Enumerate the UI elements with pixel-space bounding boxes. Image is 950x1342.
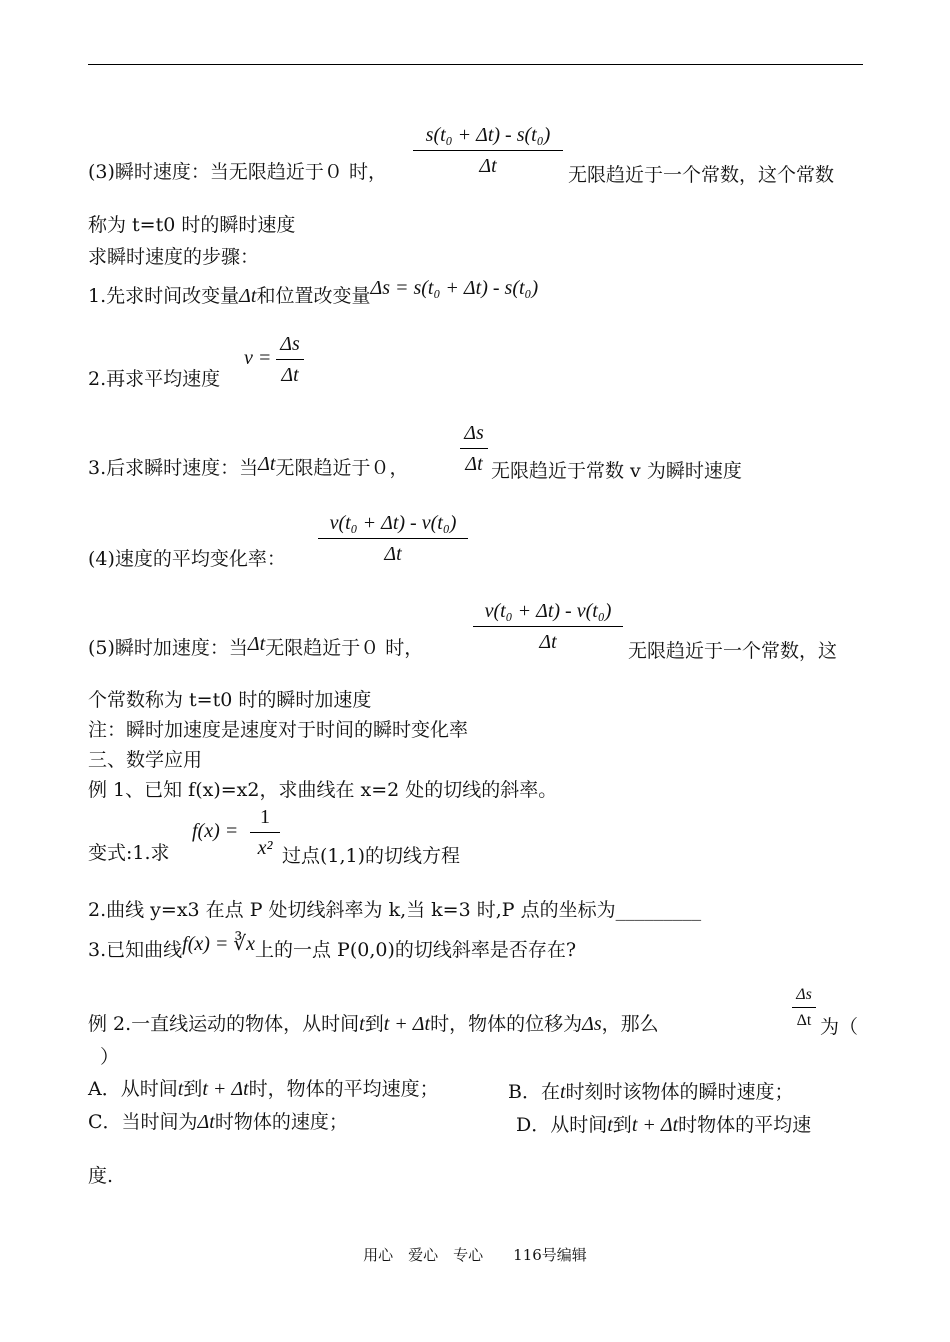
option-d xyxy=(516,1110,811,1137)
option-d-text: D．从时间 xyxy=(516,1114,608,1136)
variant-3-text: 3.已知曲线 xyxy=(88,939,183,961)
math-delta-t: Δt xyxy=(239,285,257,307)
option-d-end: 时物体的平均速 xyxy=(678,1114,812,1136)
math-v-eq: v = xyxy=(244,347,272,369)
step-3-mid: 无限趋近于０， xyxy=(275,457,409,479)
option-b-end: 时刻时该物体的瞬时速度； xyxy=(565,1081,794,1103)
math-t: t xyxy=(177,1078,184,1100)
fraction-v xyxy=(276,333,304,387)
fraction-ds-dt-small xyxy=(792,986,816,1030)
example-2-text: 例 2.一直线运动的物体，从时间 xyxy=(88,1013,360,1035)
example-2-tail: 为（ xyxy=(820,1016,859,1038)
step-3-text: 3.后求瞬时速度：当 xyxy=(88,457,259,479)
fraction-v-avg xyxy=(318,512,468,566)
variant-1: 变式:1.求 xyxy=(88,842,170,864)
fraction-denominator: Δt xyxy=(796,1012,812,1029)
math-cbrt: f(x) = ∛x xyxy=(182,933,256,955)
fraction-one-over-x2 xyxy=(250,806,280,860)
fraction-denominator: x² xyxy=(257,837,273,859)
line-3 xyxy=(88,160,387,184)
line-3-post: 无限趋近于一个常数，这个常数 xyxy=(568,164,835,186)
fraction-denominator: Δt xyxy=(479,155,497,177)
line-3-cont: 称为 t=t0 时的瞬时速度 xyxy=(88,214,296,236)
variant-1-post: 过点(1,1)的切线方程 xyxy=(282,845,461,867)
line-5-text: (5)瞬时加速度：当 xyxy=(88,637,248,659)
math-delta-s: Δs xyxy=(582,1013,602,1035)
step-1 xyxy=(88,277,539,308)
option-b xyxy=(508,1077,794,1104)
option-a-to: 到 xyxy=(183,1078,203,1100)
fraction-ds-dt xyxy=(460,422,488,476)
option-a xyxy=(88,1077,439,1101)
header-rule xyxy=(88,64,863,65)
line-5 xyxy=(88,633,424,660)
math-fx-eq: f(x) = xyxy=(192,820,239,842)
line-4: (4)速度的平均变化率： xyxy=(88,548,286,570)
math-delta-s-eq: Δs = s(t₀ + Δt) - s(t₀) xyxy=(370,277,539,299)
fraction-numerator: v(t₀ + Δt) - v(t₀) xyxy=(329,512,457,534)
math-t: t xyxy=(607,1114,613,1136)
fraction-numerator: 1 xyxy=(260,806,270,828)
example-2 xyxy=(88,1012,659,1036)
math-t-plus-dt: t + Δt xyxy=(383,1013,431,1035)
math-delta-t: Δt xyxy=(247,633,266,655)
option-c-text: C．当时间为 xyxy=(88,1111,198,1133)
fraction-numerator: v(t₀ + Δt) - v(t₀) xyxy=(484,600,612,622)
example-2-to: 到 xyxy=(364,1013,384,1035)
example-2-close: ） xyxy=(100,1046,120,1068)
option-c xyxy=(88,1110,348,1134)
steps-title: 求瞬时速度的步骤： xyxy=(88,246,260,268)
line-5-cont: 个常数称为 t=t0 时的瞬时加速度 xyxy=(88,689,372,711)
math-delta-t: Δt xyxy=(197,1111,215,1133)
example-1: 例 1、已知 f(x)=x2，求曲线在 x=2 处的切线的斜率。 xyxy=(88,779,558,801)
step-3-post: 无限趋近于常数 v 为瞬时速度 xyxy=(491,460,742,482)
step-2: 2.再求平均速度 xyxy=(88,368,221,390)
variant-2: 2.曲线 y=x3 在点 P 处切线斜率为 k,当 k=3 时,P 点的坐标为_________ xyxy=(88,899,702,921)
example-2-disp: 时，物体的位移为 xyxy=(430,1013,583,1035)
math-delta-t: Δt xyxy=(258,453,276,475)
note: 注：瞬时加速度是速度对于时间的瞬时变化率 xyxy=(88,719,469,741)
variant-3 xyxy=(88,933,577,962)
math-t: t xyxy=(559,1081,566,1103)
step-1-mid: 和位置改变量 xyxy=(256,285,371,307)
fraction-denominator: Δt xyxy=(465,453,483,475)
step-1-text: 1.先求时间改变量 xyxy=(88,285,240,307)
variant-3-post: 上的一点 P(0,0)的切线斜率是否存在? xyxy=(255,939,577,961)
fraction-denominator: Δt xyxy=(281,364,299,386)
fraction-accel xyxy=(473,600,623,654)
math-t-plus-dt: t + Δt xyxy=(631,1114,679,1136)
math-t: t xyxy=(359,1013,365,1035)
option-d-to: 到 xyxy=(612,1114,632,1136)
option-a-end: 时，物体的平均速度； xyxy=(248,1078,439,1100)
line-3-text: (3)瞬时速度：当无限趋近于０ 时， xyxy=(88,161,387,183)
section-3-heading: 三、数学应用 xyxy=(88,749,203,771)
option-d-cont: 度. xyxy=(88,1165,114,1187)
example-2-then: ，那么 xyxy=(601,1013,659,1035)
option-c-end: 时物体的速度； xyxy=(214,1111,348,1133)
math-t-plus-dt: t + Δt xyxy=(202,1078,249,1100)
fraction-denominator: Δt xyxy=(539,631,557,653)
fraction-numerator: Δs xyxy=(280,333,300,355)
fraction-numerator: Δs xyxy=(464,422,484,444)
line-5-post: 无限趋近于一个常数，这 xyxy=(628,640,838,662)
step-3 xyxy=(88,453,409,480)
option-a-text: A．从时间 xyxy=(88,1078,178,1100)
fraction-s xyxy=(413,124,563,178)
line-5-mid: 无限趋近于０ 时， xyxy=(265,637,424,659)
option-b-text: B．在 xyxy=(508,1081,560,1103)
fraction-numerator: s(t₀ + Δt) - s(t₀) xyxy=(425,124,551,146)
fraction-numerator: Δs xyxy=(796,986,812,1003)
page-footer: 用心 爱心 专心 116号编辑 xyxy=(363,1246,587,1264)
fraction-denominator: Δt xyxy=(384,543,402,565)
